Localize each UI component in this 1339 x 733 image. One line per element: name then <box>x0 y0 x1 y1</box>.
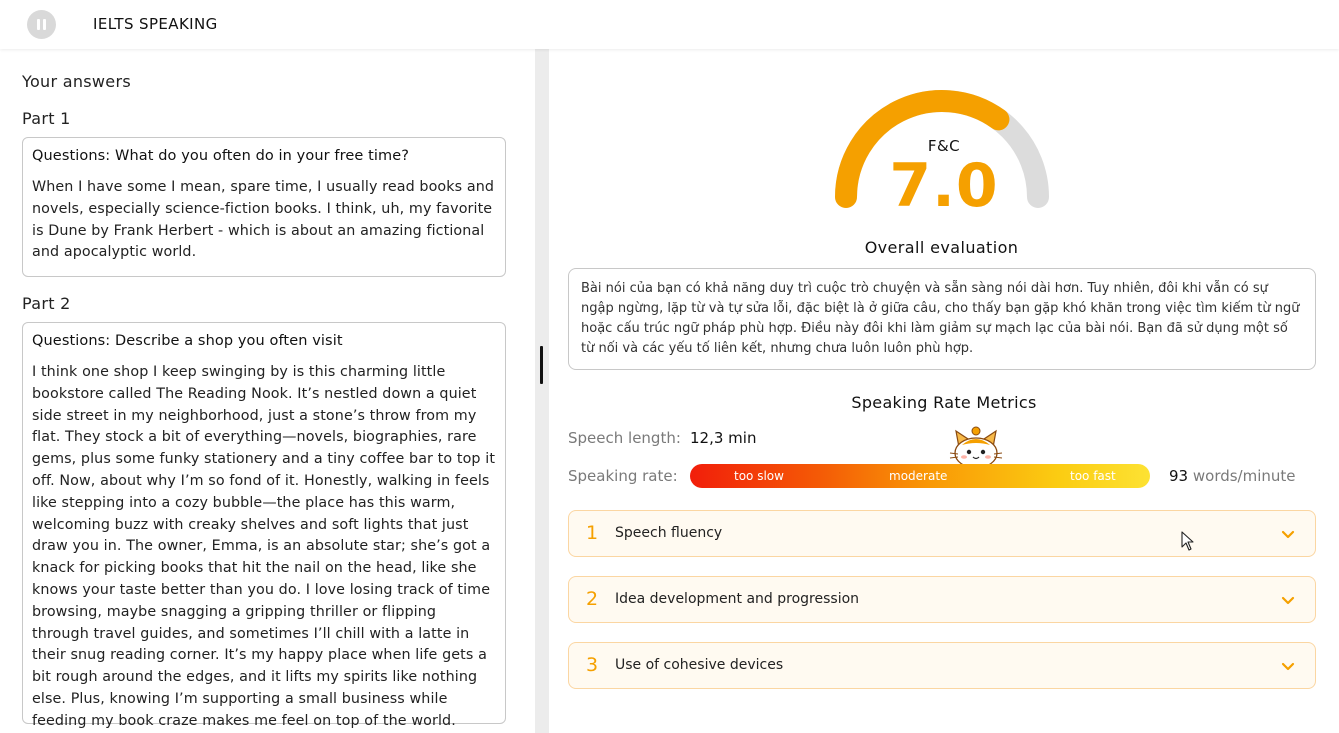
part-1-answer: When I have some I mean, spare time, I usually read books and novels, especially science-fiction books. I think, uh, my favorite is Dune by Frank Herbert - which is about an amazing fictional and apocalyptic world. <box>32 179 495 261</box>
overall-evaluation-title: Overall evaluation <box>864 238 1019 257</box>
part-2-label: Part 2 <box>22 294 71 313</box>
chevron-down-icon[interactable] <box>1280 526 1296 542</box>
criterion-label: Speech fluency <box>615 525 723 541</box>
criterion-label: Idea development and progression <box>615 591 860 607</box>
criterion-cohesive-devices[interactable] <box>568 642 1316 689</box>
speech-length-value: 12,3 min <box>690 429 757 447</box>
criterion-index: 1 <box>586 522 599 544</box>
answers-panel <box>0 49 535 733</box>
part-2-answer: I think one shop I keep swinging by is this charming little bookstore called The Reading Nook. It’s nestled down a quiet side street in my neighborhood, just a stone’s throw from my flat. They stock a bit of everything—novels, biographies, rare gems, plus some funky stationery and a tiny coffee bar to top it off. Now, about why I’m so fond of it. Honestly, walking in feels like stepping into a cozy bubble—the place has this warm, welcoming buzz with creaky shelves and soft lights that just draw you in. The owner, Emma, is an absolute star; she’s got a knack for picking books that hit the nail on the head, like she knows your taste better than you do. I love losing track of time browsing, maybe snagging a gripping thriller or flipping through travel guides, and sometimes I’ll chill with a latte in their snug reading corner. It’s my happy place when life gets a bit rough around the edges, and it lifts my spirits like nothing else. Plus, knowing I’m supporting a small business while feeding my book craze makes me feel on top of the world. <box>32 364 496 729</box>
results-panel <box>549 49 1339 733</box>
pause-icon <box>37 19 40 30</box>
speaking-rate-unit: words/minute <box>1192 467 1296 485</box>
panel-divider <box>535 49 549 733</box>
part-1-label: Part 1 <box>22 109 71 128</box>
speaking-rate-value <box>1169 467 1296 485</box>
part-2-answer-box <box>22 322 506 729</box>
overall-evaluation-text: Bài nói của bạn có khả năng duy trì cuộc trò chuyện và sẵn sàng nói dài hơn. Tuy nhiên, đôi khi vẫn có sự ngập ngừng, lặp từ và tự sửa lỗi, đặc biệt là ở giữa câu, cho thấy bạn gặp khó khăn trong việc tìm kiếm từ ngữ hoặc cấu trúc ngữ pháp phù hợp. Điều này đôi khi làm giảm sự mạch lạc của bài nói. Bạn đã sử dụng một số từ nối và các yếu tố liên kết, nhưng chưa luôn luôn phù hợp. <box>568 268 1316 370</box>
speaking-rate-bar <box>690 464 1150 488</box>
speech-length-label: Speech length: <box>568 429 681 447</box>
speaking-rate-label: Speaking rate: <box>568 467 678 485</box>
chevron-down-icon[interactable] <box>1280 658 1296 674</box>
score-value: 7.0 <box>889 151 999 221</box>
part-2-question: Questions: Describe a shop you often visit <box>32 333 343 349</box>
pause-button[interactable] <box>27 10 56 39</box>
rate-segment-too-slow: too slow <box>734 469 784 483</box>
splitter-handle[interactable] <box>540 346 543 384</box>
criterion-speech-fluency[interactable] <box>568 510 1316 557</box>
rate-segment-moderate: moderate <box>889 469 948 483</box>
criterion-idea-development[interactable] <box>568 576 1316 623</box>
answers-heading: Your answers <box>22 72 131 91</box>
chevron-down-icon[interactable] <box>1280 592 1296 608</box>
criterion-label: Use of cohesive devices <box>615 657 784 673</box>
app-title: IELTS SPEAKING <box>93 15 218 33</box>
mouse-cursor-icon <box>1181 531 1195 551</box>
rate-segment-too-fast: too fast <box>1070 469 1116 483</box>
criterion-index: 2 <box>586 588 599 610</box>
criterion-index: 3 <box>586 654 599 676</box>
speaking-rate-number: 93 <box>1169 467 1189 485</box>
top-bar <box>0 0 1339 49</box>
score-criterion: F&C <box>927 137 961 155</box>
part-1-answer-box <box>22 137 506 277</box>
part-1-question: Questions: What do you often do in your free time? <box>32 148 410 164</box>
speaking-rate-metrics-title: Speaking Rate Metrics <box>851 393 1037 412</box>
